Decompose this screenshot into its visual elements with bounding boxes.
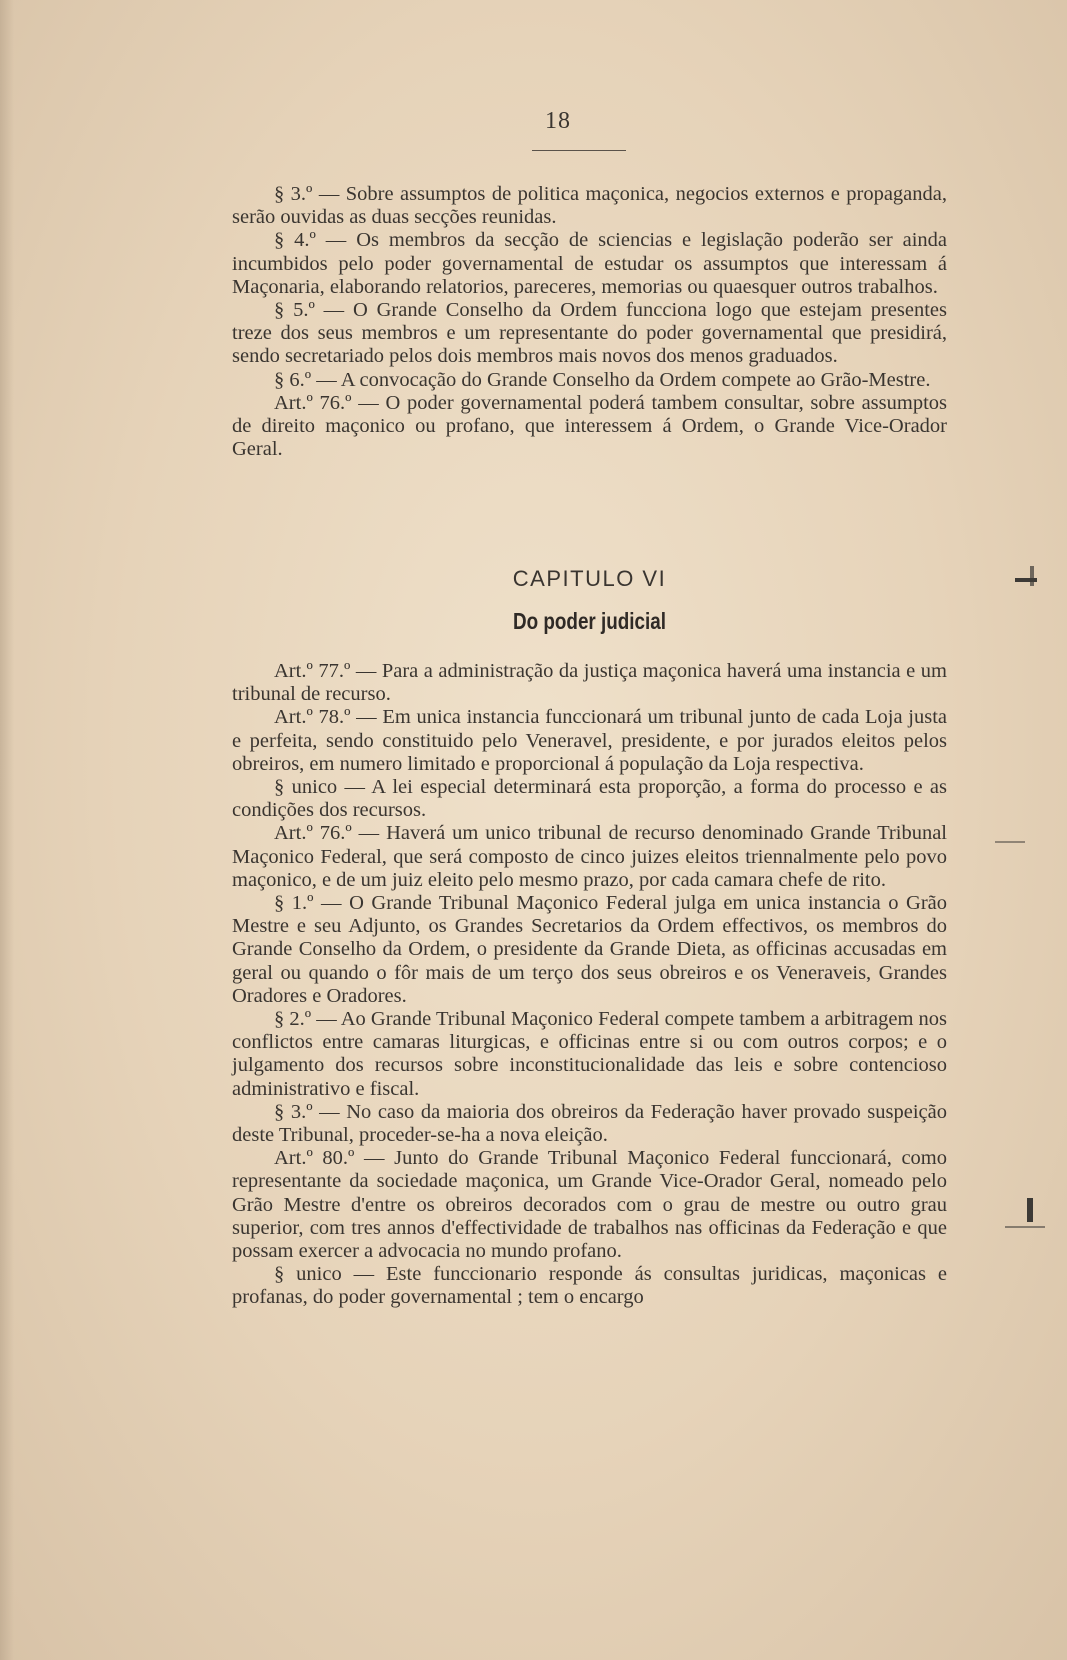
paragraph: § 1.º — O Grande Tribunal Maçonico Federal julga em unica instancia o Grão Mestre e seu Adjunto, os Grandes Secretarios da Ordem effectivos, os membros do Grande Conselho da Ordem, o presidente da Grande Dieta, as officinas accusadas em geral ou quando o fôr mais de um terço dos seus obreiros e os Veneraveis, Grandes Oradores e Oradores. [232, 892, 947, 1007]
text-block-before-chapter [232, 183, 947, 461]
paragraph: Art.º 80.º — Junto do Grande Tribunal Maçonico Federal funccionará, como representante da sociedade maçonica, um Grande Vice-Orador Geral, nomeado pelo Grão Mestre d'entre os obreiros decorados com o grau de mestre ou outro grau superior, com tres annos d'effectividade de trabalhos nas officinas da Federação e que possam exercer a advocacia no mundo profano. [232, 1147, 947, 1263]
paragraph: Art.º 78.º — Em unica instancia funccionará um tribunal junto de cada Loja justa e perfeita, sendo constituido pelo Veneravel, presidente, e por jurados eleitos pelos obreiros, em numero limitado e proporcional á população da Loja respectiva. [232, 706, 947, 775]
paragraph: § unico — Este funccionario responde ás consultas juridicas, maçonicas e profanas, do poder governamental ; tem o encargo [232, 1263, 947, 1309]
text-block-after-chapter [232, 660, 947, 1310]
section-title: Do poder judicial [512, 608, 666, 634]
paragraph: § 4.º — Os membros da secção de sciencias e legislação poderão ser ainda incumbidos pelo poder governamental de estudar os assumptos que interessam á Maçonaria, elaborando relatorios, pareceres, memorias ou quaesquer outros trabalhos. [232, 229, 947, 298]
paragraph: § 2.º — Ao Grande Tribunal Maçonico Federal compete tambem a arbitragem nos conflictos entre camaras liturgicas, e officinas entre si ou com outros corpos; e o julgamento dos recursos sobre inconstitucionalidade das leis e sobre contencioso administrativo e fiscal. [232, 1008, 948, 1100]
page-left-edge-shadow [0, 0, 14, 1660]
page-number: 18 [545, 108, 571, 134]
paragraph: § 5.º — O Grande Conselho da Ordem funcciona logo que estejam presentes treze dos seus membros e um representante do poder governamental que presidirá, sendo secretariado pelos dois membros mais novos dos menos graduados. [232, 299, 947, 368]
margin-bleed-mark [1005, 1226, 1045, 1228]
paragraph: § 3.º — Sobre assumptos de politica maçonica, negocios externos e propaganda, serão ouvidas as duas secções reunidas. [232, 183, 947, 229]
margin-bleed-mark [995, 841, 1025, 843]
paragraph: Art.º 76.º — Haverá um unico tribunal de recurso denominado Grande Tribunal Maçonico Federal, que será composto de cinco juizes eleitos triennalmente pelo povo maçonico, e de um juiz eleito pelo mesmo prazo, por cada camara chefe de rito. [232, 822, 947, 891]
margin-bleed-mark [1027, 1198, 1033, 1222]
paragraph: Art.º 77.º — Para a administração da justiça maçonica haverá uma instancia e um tribunal de recurso. [232, 660, 947, 706]
chapter-title: CAPITULO VI [512, 566, 667, 591]
paragraph: Art.º 76.º — O poder governamental poderá tambem consultar, sobre assumptos de direito maçonico ou profano, que interessem á Ordem, o Grande Vice-Orador Geral. [232, 391, 947, 461]
margin-bleed-mark [1030, 566, 1034, 586]
page-number-rule [532, 150, 626, 151]
paragraph: § 3.º — No caso da maioria dos obreiros da Federação haver provado suspeição deste Tribunal, proceder-se-ha a nova eleição. [232, 1100, 947, 1147]
paragraph: § unico — A lei especial determinará esta proporção, a forma do processo e as condições dos recursos. [232, 776, 947, 822]
paragraph: § 6.º — A convocação do Grande Conselho da Ordem compete ao Grão-Mestre. [274, 368, 931, 391]
